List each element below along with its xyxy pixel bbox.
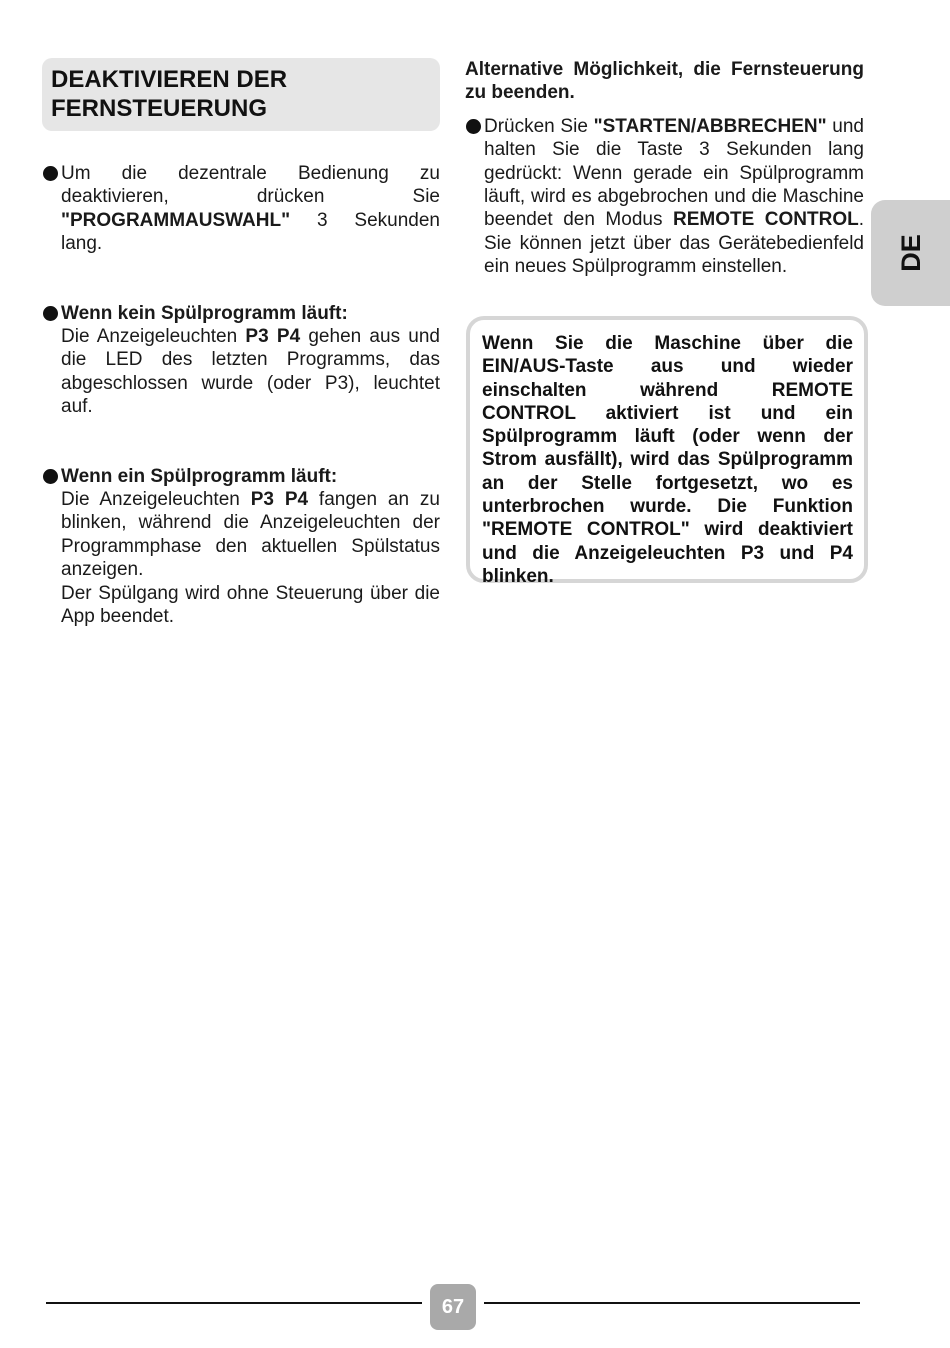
footer-rule-right — [484, 1302, 860, 1304]
bullet-dot-icon — [43, 166, 58, 181]
left-column — [42, 162, 440, 629]
bullet-text-extra: Der Spülgang wird ohne Steuerung über die App beendet. — [61, 582, 440, 628]
alternative-title: Alternative Möglichkeit, die Fernsteuerung zu beenden. — [465, 59, 864, 104]
right-column — [465, 58, 864, 279]
note-box — [466, 316, 868, 587]
section-heading — [51, 65, 440, 123]
bullet-text: Die Anzeigeleuchten P3 P4 fangen an zu blinken, während die Anzeigeleuchten der Programmphase den aktuellen Spülstatus anzeigen. — [61, 489, 440, 581]
bullet-item-deactivate — [42, 162, 440, 256]
bullet-title: Wenn kein Spülprogramm läuft: — [61, 302, 348, 324]
heading-line-1: DEAKTIVIEREN DER — [51, 66, 288, 93]
bullet-dot-icon — [43, 469, 58, 484]
bullet-item-start-cancel — [465, 115, 864, 279]
bullet-item-program-running — [42, 465, 440, 629]
bullet-item-no-program — [42, 302, 440, 419]
bullet-text: Drücken Sie "STARTEN/ABBRECHEN" und halten Sie die Taste 3 Sekunden lang gedrückt: Wenn gerade ein Spülprogramm läuft, wird es abgebrochen und die Maschine beendet den Modus REMOTE CONTROL. Sie können jetzt über das Gerätebedienfeld ein neues Spülprogramm einstellen. — [484, 115, 864, 278]
bullet-text: Um die dezentrale Bedienung zu deaktivieren, drücken Sie "PROGRAMMAUSWAHL" 3 Sekunden lang. — [61, 163, 440, 255]
bullet-dot-icon — [43, 306, 58, 321]
heading-line-2: FERNSTEUERUNG — [51, 95, 268, 122]
page-number: 67 — [430, 1284, 476, 1330]
language-tab — [871, 200, 950, 306]
bullet-title: Wenn ein Spülprogramm läuft: — [61, 465, 338, 487]
language-label: DE — [896, 234, 926, 272]
bullet-text: Die Anzeigeleuchten P3 P4 gehen aus und die LED des letzten Programms, das abgeschlossen wurde (oder P3), leuchtet auf. — [61, 326, 440, 418]
note-text: Wenn Sie die Maschine über die EIN/AUS-Taste aus und wieder einschalten während REMOTE CONTROL aktiviert ist und ein Spülprogramm läuft (oder wenn der Strom ausfällt), wird das Spülprogramm an der Stelle fortgesetzt, wo es unterbrochen wurde. Die Funktion "REMOTE CONTROL" wird deaktiviert und die Anzeigeleuchten P3 und P4 blinken. — [482, 333, 853, 587]
bullet-dot-icon — [466, 119, 481, 134]
footer-rule-left — [46, 1302, 422, 1304]
section-heading-box — [42, 58, 440, 131]
